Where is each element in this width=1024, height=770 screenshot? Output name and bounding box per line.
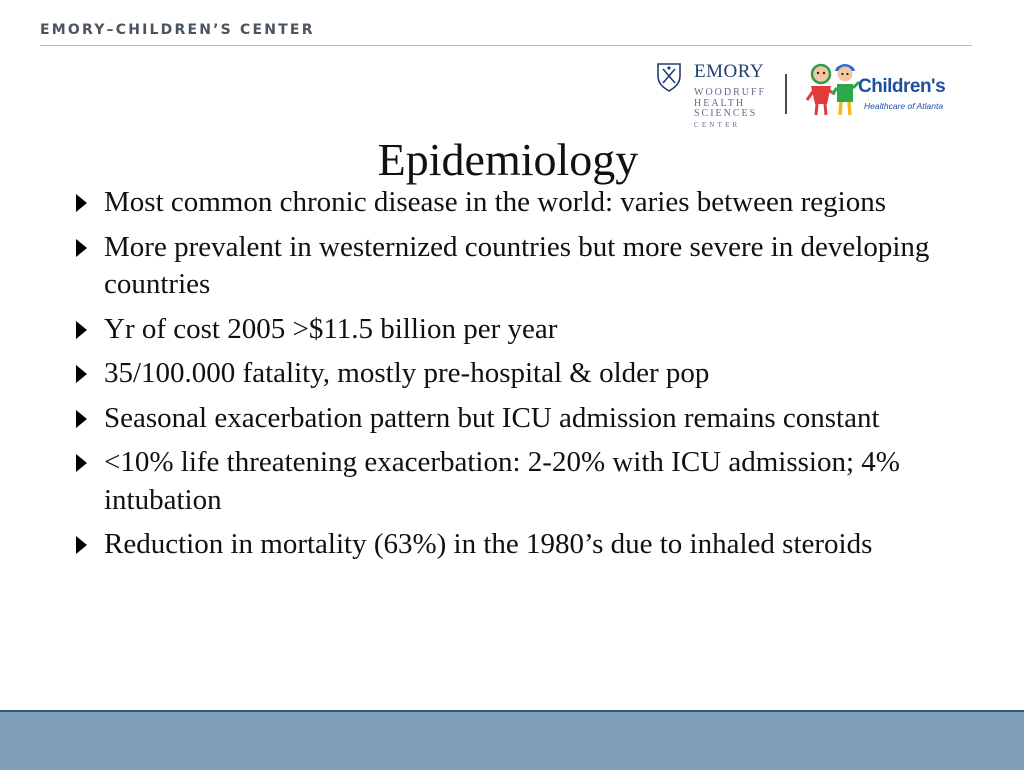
bullet-item <box>75 526 955 564</box>
emory-sub-line: HEALTH <box>694 97 746 109</box>
childrens-kids-icon <box>804 60 864 118</box>
emory-logo-text: EMORY <box>694 61 765 82</box>
bullet-item <box>75 311 955 349</box>
emory-shield-icon <box>656 62 682 92</box>
bullet-item <box>75 400 955 438</box>
bullet-text: Most common chronic disease in the world: varies between regions <box>104 186 886 218</box>
bullet-text: More prevalent in westernized countries but more severe in developing countries <box>104 230 930 300</box>
emory-logo-subtitle <box>694 88 766 130</box>
bullet-arrow-icon <box>76 454 87 472</box>
bullet-text: <10% life threatening exacerbation: 2-20% with ICU admission; 4% intubation <box>104 446 900 516</box>
bullet-item <box>75 184 955 222</box>
childrens-logo-tagline: Healthcare of Atlanta <box>864 101 944 111</box>
bullet-arrow-icon <box>76 410 87 428</box>
bullet-text: Reduction in mortality (63%) in the 1980’s due to inhaled steroids <box>104 528 873 560</box>
bullet-arrow-icon <box>76 365 87 383</box>
emory-sub-line: SCIENCES <box>694 108 758 119</box>
bullet-text: 35/100.000 fatality, mostly pre-hospital & older pop <box>104 357 710 389</box>
childrens-logo-text: Children's <box>858 76 946 97</box>
bullet-list <box>75 184 955 571</box>
footer-bar <box>0 710 1024 770</box>
bullet-item <box>75 355 955 393</box>
bullet-text: Yr of cost 2005 >$11.5 billion per year <box>104 312 558 345</box>
bullet-text: Seasonal exacerbation pattern but ICU admission remains constant <box>104 401 880 434</box>
bullet-arrow-icon <box>76 321 87 339</box>
logo-group <box>652 58 982 136</box>
bullet-arrow-icon <box>76 239 87 257</box>
emory-sub-line: WOODRUFF <box>694 87 767 98</box>
slide-title: Epidemiology <box>377 134 639 185</box>
bullet-arrow-icon <box>76 536 87 554</box>
logo-divider <box>785 74 787 114</box>
bullet-item <box>75 229 955 304</box>
emory-sub-line: CENTER <box>694 120 741 129</box>
bullet-item <box>75 444 955 519</box>
bullet-arrow-icon <box>76 194 87 212</box>
org-header-label: EMORY–CHILDREN’S CENTER <box>40 22 315 38</box>
header-divider <box>40 45 972 46</box>
